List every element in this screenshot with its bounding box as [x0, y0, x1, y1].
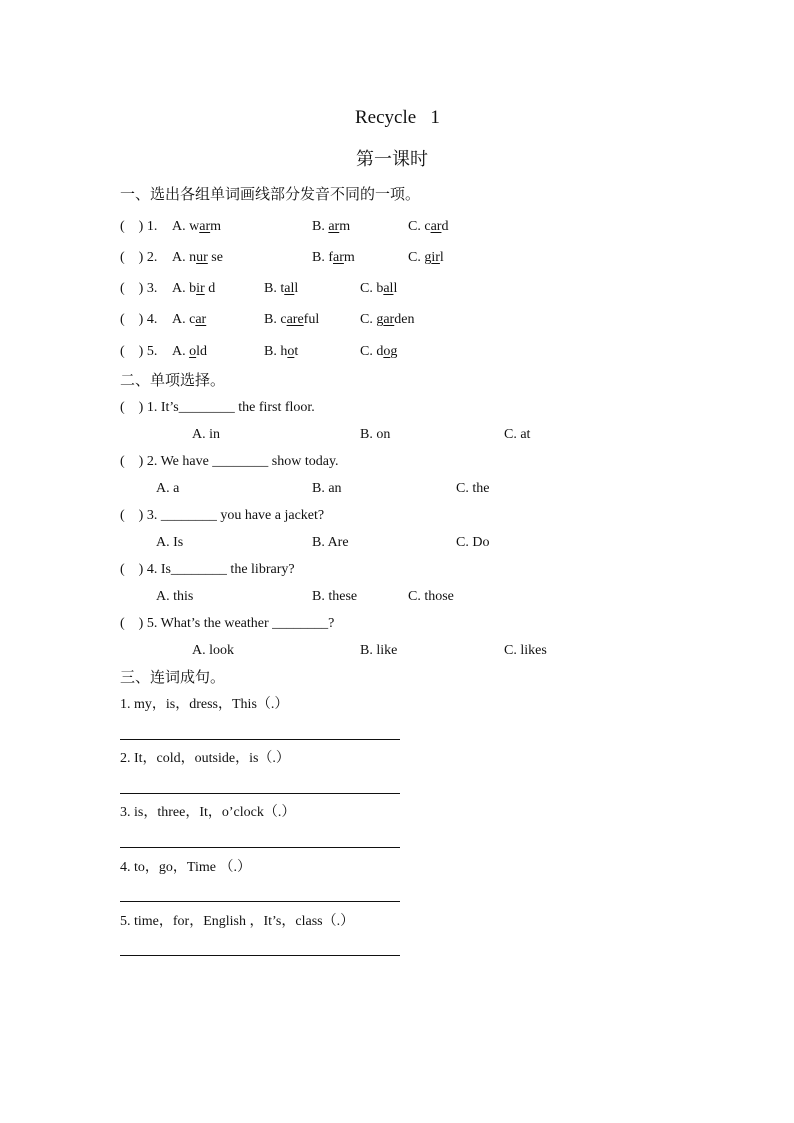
option-b: B. on [360, 427, 391, 442]
page-title: Recycle 1 [355, 107, 440, 128]
option-c: C. ball [360, 281, 398, 296]
answer-line [120, 847, 400, 848]
answer-line [120, 793, 400, 794]
option-b: B. Are [312, 535, 349, 550]
option-a: A. this [156, 589, 194, 604]
question-number: ( ) 2. [120, 250, 158, 265]
section-3-heading: 三、连词成句。 [120, 670, 226, 686]
option-c: C. Do [456, 535, 490, 550]
page-subtitle: 第一课时 [356, 149, 428, 169]
option-a: A. look [192, 643, 234, 658]
question-text: ( ) 5. What’s the weather ________? [120, 616, 335, 631]
option-a: A. nur se [172, 250, 223, 265]
question-text: ( ) 1. It’s________ the first floor. [120, 400, 315, 415]
sentence-prompt: 4. to，go，Time （.） [120, 860, 251, 875]
section-2-heading: 二、单项选择。 [120, 373, 226, 389]
option-b: B. these [312, 589, 358, 604]
question-number: ( ) 5. [120, 344, 158, 359]
option-a: A. old [172, 344, 208, 359]
option-c: C. girl [408, 250, 444, 265]
option-a: A. a [156, 481, 180, 496]
option-a: A. warm [172, 219, 222, 234]
answer-line [120, 739, 400, 740]
section-1-heading: 一、选出各组单词画线部分发音不同的一项。 [120, 187, 421, 203]
option-c: C. those [408, 589, 454, 604]
option-a: A. Is [156, 535, 184, 550]
question-text: ( ) 4. Is________ the library? [120, 562, 295, 577]
question-number: ( ) 4. [120, 312, 158, 327]
option-b: B. an [312, 481, 342, 496]
answer-line [120, 901, 400, 902]
option-c: C. the [456, 481, 490, 496]
question-text: ( ) 3. ________ you have a jacket? [120, 508, 325, 523]
option-a: A. car [172, 312, 207, 327]
option-b: B. careful [264, 312, 320, 327]
option-c: C. dog [360, 344, 398, 359]
option-c: C. card [408, 219, 449, 234]
question-text: ( ) 2. We have ________ show today. [120, 454, 339, 469]
option-c: C. garden [360, 312, 415, 327]
option-b: B. farm [312, 250, 355, 265]
option-b: B. tall [264, 281, 299, 296]
sentence-prompt: 3. is，three，It，o’clock（.） [120, 805, 296, 820]
answer-line [120, 955, 400, 956]
option-a: A. bir d [172, 281, 216, 296]
option-c: C. likes [504, 643, 547, 658]
question-number: ( ) 3. [120, 281, 158, 296]
sentence-prompt: 1. my，is，dress，This（.） [120, 697, 289, 712]
option-a: A. in [192, 427, 220, 442]
option-b: B. hot [264, 344, 299, 359]
option-b: B. arm [312, 219, 351, 234]
question-number: ( ) 1. [120, 219, 158, 234]
option-c: C. at [504, 427, 531, 442]
sentence-prompt: 2. It，cold，outside，is（.） [120, 751, 290, 766]
sentence-prompt: 5. time，for，English ，It’s，class（.） [120, 914, 355, 929]
option-b: B. like [360, 643, 398, 658]
